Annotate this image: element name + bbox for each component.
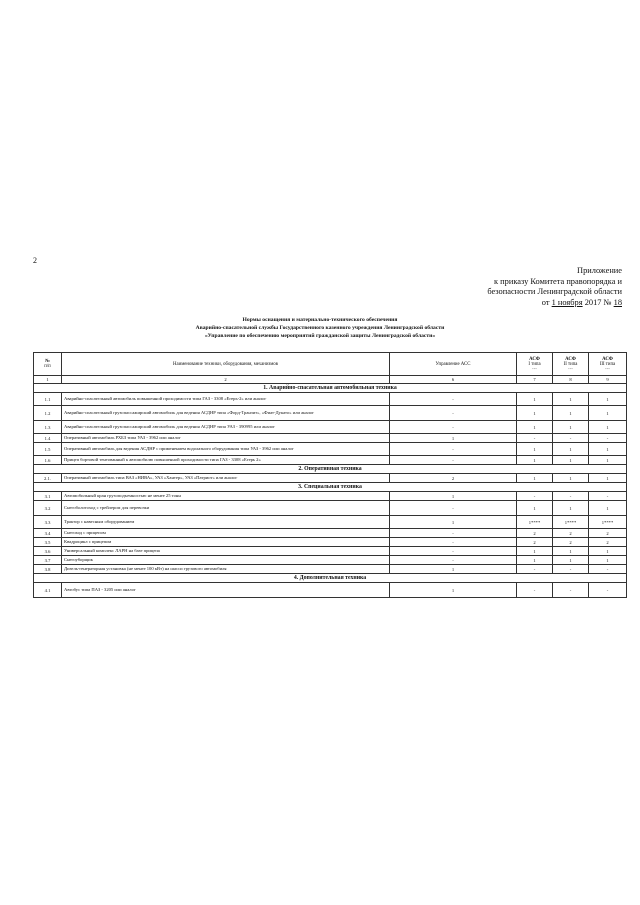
cell-uass: - (390, 547, 517, 556)
cell-name: Оперативный автомобиль РХБЗ типа УАЗ - 3962 или аналог (62, 434, 390, 443)
cell-uass: - (390, 456, 517, 465)
cell-asf3: - (589, 492, 627, 501)
cell-name: Универсальный комплекс ЛАРН на базе прицепа (62, 547, 390, 556)
cell-uass: 1 (390, 434, 517, 443)
table-row (34, 443, 627, 456)
cell-asf3: 1 (589, 406, 627, 421)
page-number: 2 (33, 256, 37, 265)
cell-asf1: - (517, 492, 553, 501)
cell-number: 3.4 (34, 529, 62, 538)
cell-asf2: 1 (553, 443, 589, 456)
cell-asf2: 1 (553, 501, 589, 516)
cell-name: Трактор с навесным оборудованием (62, 516, 390, 529)
cell-name: Снегоболотоход с трейлером для перевозки (62, 501, 390, 516)
cell-name: Снегоуборщик (62, 556, 390, 565)
cell-number: 3.2 (34, 501, 62, 516)
cell-name: Аварийно-спасательный грузопассажирский автомобиль для ведения АСДНР типа УАЗ - 390995 или аналог (62, 421, 390, 434)
cell-asf2: 1 (553, 406, 589, 421)
cell-number: 2.1. (34, 474, 62, 483)
col-number: 1 (34, 376, 62, 384)
cell-asf2: 1 (553, 556, 589, 565)
cell-uass: - (390, 556, 517, 565)
col-number: 8 (553, 376, 589, 384)
date-value: 1 ноября (551, 297, 583, 307)
table-row (34, 434, 627, 443)
section-header (34, 384, 627, 393)
table-row (34, 516, 627, 529)
cell-asf1: - (517, 565, 553, 574)
cell-number: 1.6 (34, 456, 62, 465)
cell-uass: 1 (390, 565, 517, 574)
cell-uass: 2 (390, 474, 517, 483)
cell-name: Автомобильный кран грузоподъемностью не менее 25 тонн (62, 492, 390, 501)
section-title: 3. Специальная техника (34, 483, 627, 492)
cell-name: Аварийно-спасательный автомобиль повышенной проходимости типа ГАЗ - 3308 «Егерь-2» или аналог (62, 393, 390, 406)
cell-name: Квадроцикл с прицепом (62, 538, 390, 547)
cell-asf1: - (517, 583, 553, 598)
cell-number: 1.5 (34, 443, 62, 456)
section-title: 2. Оперативная техника (34, 465, 627, 474)
appendix-block (422, 266, 622, 308)
table-row (34, 538, 627, 547)
cell-asf1: 1 (517, 501, 553, 516)
cell-number: 1.3 (34, 421, 62, 434)
table-row (34, 529, 627, 538)
cell-asf1: 1 (517, 443, 553, 456)
cell-asf3: 1 (589, 443, 627, 456)
cell-uass: - (390, 501, 517, 516)
cell-number: 3.8 (34, 565, 62, 574)
cell-asf2: - (553, 565, 589, 574)
cell-uass: 1 (390, 583, 517, 598)
header-asf3: АСФ III типа *** (589, 353, 627, 376)
cell-asf2: - (553, 434, 589, 443)
cell-asf3: - (589, 583, 627, 598)
title-line-1: Нормы оснащения и материально-технического обеспечения (242, 317, 398, 323)
cell-number: 3.3 (34, 516, 62, 529)
cell-uass: - (390, 406, 517, 421)
cell-asf2: 1**** (553, 516, 589, 529)
section-header (34, 574, 627, 583)
date-prefix: от (541, 297, 550, 307)
cell-name: Прицеп бортовой тентованный к автомобилю повышенной проходимости типа ГАЗ - 3308 «Егерь 2» (62, 456, 390, 465)
cell-asf1: 1 (517, 421, 553, 434)
cell-name: Оперативный автомобиль типа ВАЗ «НИВА», УАЗ «Хантер», УАЗ «Патриот» или аналог (62, 474, 390, 483)
cell-asf3: 1**** (589, 516, 627, 529)
cell-uass: - (390, 538, 517, 547)
cell-asf2: - (553, 583, 589, 598)
cell-asf1: 1 (517, 474, 553, 483)
cell-asf2: 1 (553, 393, 589, 406)
order-number: 18 (613, 297, 622, 307)
cell-asf3: 1 (589, 501, 627, 516)
cell-number: 4.1 (34, 583, 62, 598)
number-sign: № (603, 297, 612, 307)
cell-asf2: 1 (553, 456, 589, 465)
cell-asf1: 1 (517, 556, 553, 565)
cell-asf3: 1 (589, 474, 627, 483)
section-header (34, 483, 627, 492)
cell-asf3: - (589, 434, 627, 443)
cell-asf2: 1 (553, 474, 589, 483)
cell-asf1: 1**** (517, 516, 553, 529)
title-line-3: «Управление по обеспечению мероприятий гражданской защиты Ленинградской области» (204, 333, 436, 340)
table-row (34, 501, 627, 516)
norms-table (33, 352, 627, 598)
section-title: 4. Дополнительная техника (34, 574, 627, 583)
cell-asf3: 1 (589, 456, 627, 465)
cell-number: 3.1 (34, 492, 62, 501)
header-uass: Управление АСС (390, 353, 517, 376)
cell-name: Автобус типа ПАЗ - 3205 или аналог (62, 583, 390, 598)
table-row (34, 456, 627, 465)
cell-number: 1.4 (34, 434, 62, 443)
cell-number: 3.5 (34, 538, 62, 547)
date-year: 2017 (584, 297, 602, 307)
cell-asf2: 1 (553, 547, 589, 556)
cell-asf3: - (589, 565, 627, 574)
cell-number: 1.1 (34, 393, 62, 406)
cell-asf1: 1 (517, 547, 553, 556)
cell-asf2: - (553, 492, 589, 501)
table-row (34, 474, 627, 483)
cell-number: 3.6 (34, 547, 62, 556)
cell-name: Снегоход с прицепом (62, 529, 390, 538)
title-line-2: Аварийно-спасательной службы Государственного казенного учреждения Ленинградской области (195, 325, 445, 332)
cell-number: 3.7 (34, 556, 62, 565)
document-title (60, 316, 580, 341)
cell-uass: - (390, 443, 517, 456)
col-number: 7 (517, 376, 553, 384)
cell-uass: - (390, 529, 517, 538)
cell-asf1: 2 (517, 529, 553, 538)
col-number: 9 (589, 376, 627, 384)
table-row (34, 565, 627, 574)
cell-uass: - (390, 421, 517, 434)
cell-asf2: 2 (553, 529, 589, 538)
section-header (34, 465, 627, 474)
appendix-line-3: безопасности Ленинградской области (487, 287, 622, 297)
cell-asf1: - (517, 434, 553, 443)
cell-asf3: 2 (589, 538, 627, 547)
cell-asf2: 1 (553, 421, 589, 434)
cell-asf3: 1 (589, 556, 627, 565)
cell-asf3: 1 (589, 393, 627, 406)
cell-asf1: 1 (517, 456, 553, 465)
table-row (34, 492, 627, 501)
cell-asf1: 2 (517, 538, 553, 547)
cell-name: Оперативный автомобиль для ведения АСДНР с применением водолазного оборудования типа УАЗ - 3962 или аналог (62, 443, 390, 456)
header-num: № п/п (34, 353, 62, 376)
cell-asf3: 1 (589, 421, 627, 434)
col-number: 2 (62, 376, 390, 384)
table-row (34, 583, 627, 598)
header-asf1: АСФ I типа *** (517, 353, 553, 376)
table-row (34, 406, 627, 421)
cell-uass: 1 (390, 492, 517, 501)
cell-uass: 1 (390, 516, 517, 529)
cell-name: Дизель-генераторная установка (не менее 100 кВт) на шасси грузового автомобиля (62, 565, 390, 574)
table-row (34, 393, 627, 406)
header-asf2: АСФ II типа *** (553, 353, 589, 376)
cell-asf1: 1 (517, 406, 553, 421)
cell-asf2: 2 (553, 538, 589, 547)
header-name: Наименование техники, оборудования, механизмов (62, 353, 390, 376)
cell-uass: - (390, 393, 517, 406)
appendix-date-line (422, 298, 622, 309)
table-row (34, 556, 627, 565)
col-number: 6 (390, 376, 517, 384)
cell-asf3: 2 (589, 529, 627, 538)
cell-asf1: 1 (517, 393, 553, 406)
cell-asf3: 1 (589, 547, 627, 556)
section-title: 1. Аварийно-спасательная автомобильная техника (34, 384, 627, 393)
column-number-row (34, 376, 627, 384)
table-row (34, 547, 627, 556)
table-row (34, 421, 627, 434)
appendix-line-2: к приказу Комитета правопорядка и (494, 276, 622, 286)
table-header-row (34, 353, 627, 376)
appendix-line-1: Приложение (577, 266, 622, 275)
cell-number: 1.2 (34, 406, 62, 421)
cell-name: Аварийно-спасательный грузопассажирский автомобиль для ведения АСДНР типа «Форд-Транзит», «Фиат-Дукато» или аналог (62, 406, 390, 421)
